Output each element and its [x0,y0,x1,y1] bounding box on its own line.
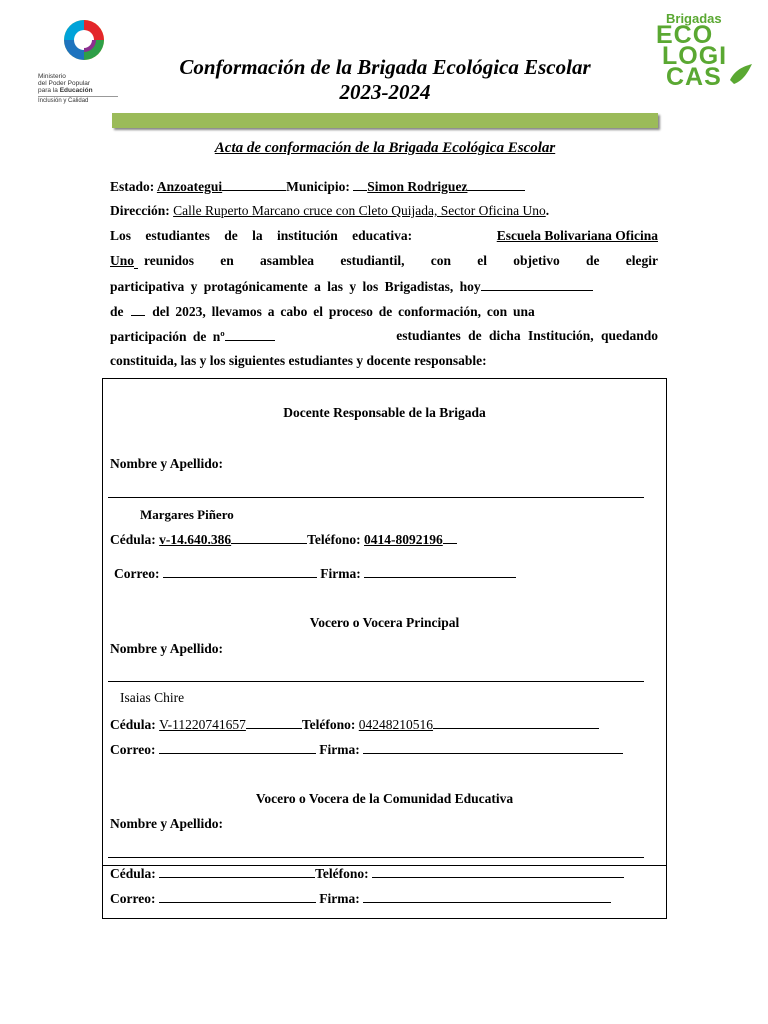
vocero-comunidad-cedula-label: Cédula: [110,866,156,881]
vocero-principal-correo-row [110,741,623,758]
docente-telefono-label: Teléfono: [307,532,361,547]
docente-firma-label: Firma: [320,566,361,581]
vocero-principal-firma-blank [363,741,623,754]
docente-cedula-row [110,531,457,548]
vocero-comunidad-cedula-blank [159,865,315,878]
paragraph-line2-text: reunidos en asamblea estudiantil, con el objetivo de elegir [144,253,658,268]
school-part1: Escuela Bolivariana Oficina [496,228,658,243]
vocero-comunidad-telefono-blank [372,865,624,878]
paragraph-line3-text: participativa y protagónicamente a las y los Brigadistas, hoy [110,279,481,294]
dia-blank [131,303,145,316]
vocero-comunidad-correo-blank [159,890,316,903]
paragraph-line1 [110,228,658,244]
vocero-principal-cedula-label: Cédula: [110,717,156,732]
docente-cedula-blank [231,531,307,544]
participacion-blank [225,328,275,341]
brigadas-row1: ECO [656,21,714,49]
docente-correo-row [114,565,516,582]
vocero-comunidad-correo-label: Correo: [110,891,156,906]
paragraph-line4 [110,303,535,320]
paragraph-line2 [110,253,658,269]
paragraph-line3 [110,278,593,295]
leaf-bird-icon [728,62,754,92]
ministry-line4: Inclusión y Calidad [38,96,118,105]
vocero-principal-telefono-label: Teléfono: [301,717,356,732]
vocero-comunidad-firma-label: Firma: [319,891,360,906]
municipio-label: Municipio: [286,179,350,194]
docente-nombre-value: Margares Piñero [140,507,234,522]
docente-correo-label: Correo: [114,566,160,581]
ministry-line3-prefix: para la [38,87,60,94]
estado-value: Anzoategui [156,179,223,194]
estado-blank [222,178,286,191]
brigadas-row3: CAS [666,63,722,91]
docente-nombre-line [108,497,644,498]
vocero-principal-cedula-row [110,716,599,733]
school-part2: Uno [110,253,135,268]
docente-telefono-value: 0414-8092196 [364,532,443,547]
vocero-principal-correo-label: Correo: [110,742,156,757]
vocero-principal-cedula-blank [246,716,302,729]
fecha-blank [481,278,593,291]
direccion-label: Dirección: [110,203,170,218]
vocero-principal-firma-label: Firma: [319,742,360,757]
docente-cedula-value: v-14.640.386 [159,532,232,547]
paragraph-line4-de: de [110,304,124,319]
brigadas-top: Brigadas [666,11,722,26]
direccion-end: . [545,203,550,218]
page-year: 2023-2024 [339,80,431,104]
vocero-comunidad-telefono-label: Teléfono: [315,866,369,881]
ministry-line3-bold: Educación [59,87,93,94]
docente-nombre-label: Nombre y Apellido: [110,456,224,471]
header-divider [112,113,658,128]
vocero-comunidad-nombre-label: Nombre y Apellido: [110,816,224,831]
docente-cedula-label: Cédula: [110,532,156,547]
vocero-principal-telefono-value: 04248210516 [358,717,434,732]
brigadas-logo [656,12,756,98]
paragraph-line1-text: Los estudiantes de la institución educativa: [110,228,413,243]
vocero-principal-nombre-line [108,681,644,682]
docente-correo-blank [163,565,317,578]
vocero-comunidad-correo-row [110,890,611,907]
paragraph-line5-start: participación de nº [110,329,225,344]
vocero-comunidad-title: Vocero o Vocera de la Comunidad Educativa [255,791,514,806]
paragraph-line5-text: estudiantes de dicha Institución, quedando [396,328,658,343]
municipio-blank [467,178,525,191]
ministry-line2: del Poder Popular [38,80,91,87]
estado-label: Estado: [110,179,155,194]
brigadas-row2: LOGI [662,42,728,70]
direccion-value: Calle Ruperto Marcano cruce con Cleto Quijada, Sector Oficina Uno [173,203,546,218]
docente-telefono-blank [443,531,457,544]
ministry-logo [38,16,118,102]
vocero-principal-title: Vocero o Vocera Principal [309,615,460,630]
ministry-line1: Ministerio [38,73,66,80]
vocero-principal-cedula-value: V-11220741657 [159,717,246,732]
paragraph-line5 [110,328,658,345]
vocero-principal-nombre-label: Nombre y Apellido: [110,641,224,656]
page-title: Conformación de la Brigada Ecológica Escolar [179,55,591,79]
vocero-principal-nombre-value: Isaias Chire [120,690,185,705]
vocero-principal-correo-blank [159,741,316,754]
municipio-pad [353,178,367,191]
vocero-comunidad-cedula-row [110,865,624,882]
vocero-comunidad-firma-blank [363,890,611,903]
municipio-value: Simon Rodriguez [367,179,468,194]
estado-row [110,178,525,195]
direccion-row [110,203,549,219]
docente-firma-blank [364,565,516,578]
paragraph-line6: constituida, las y los siguientes estudiantes y docente responsable: [110,353,487,368]
ministry-emblem-icon [38,16,118,68]
vocero-principal-telefono-blank [433,716,599,729]
paragraph-line4-text: del 2023, llevamos a cabo el proceso de conformación, con una [152,304,535,319]
vocero-comunidad-nombre-line [108,857,644,858]
document-subtitle: Acta de conformación de la Brigada Ecológica Escolar [214,140,556,156]
docente-section-title: Docente Responsable de la Brigada [283,405,486,420]
